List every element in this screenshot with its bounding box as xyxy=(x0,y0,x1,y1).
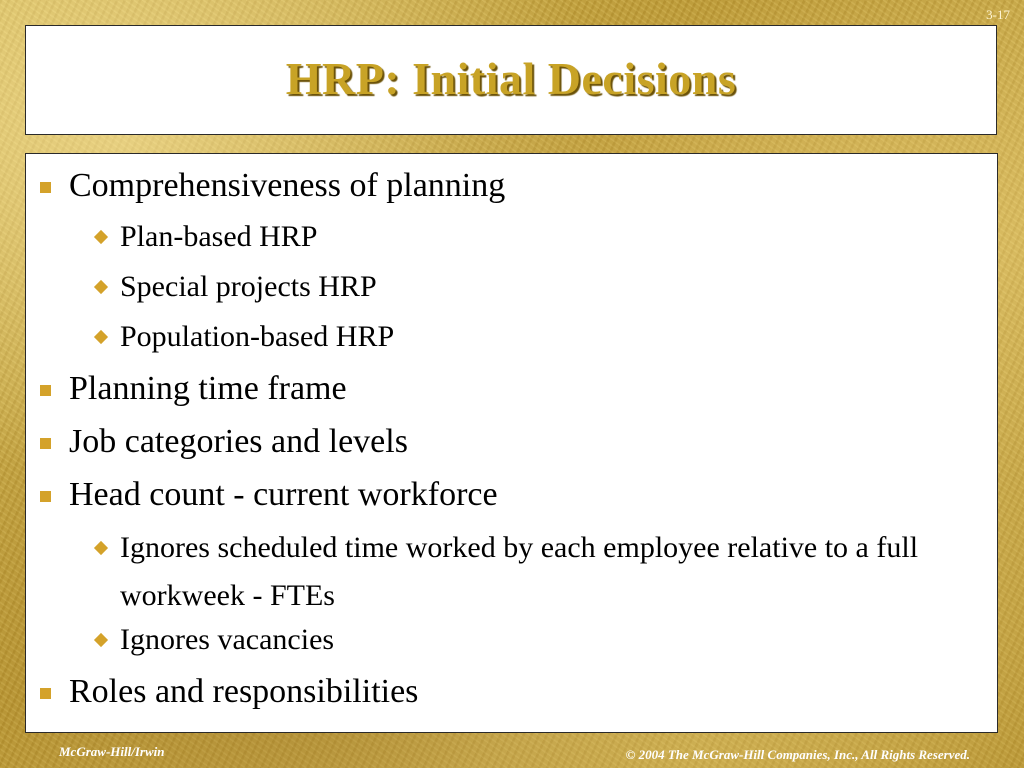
slide-title: HRP: Initial Decisions xyxy=(285,52,737,104)
diamond-bullet-icon xyxy=(94,330,108,344)
bullet-item-job-categories xyxy=(26,422,997,462)
diamond-bullet-icon xyxy=(94,541,108,555)
bullet-text: Planning time frame xyxy=(69,370,347,407)
diamond-bullet-icon xyxy=(94,633,108,647)
slide-number: 3-17 xyxy=(986,7,1010,22)
square-bullet-icon xyxy=(40,182,51,193)
bullet-text: Comprehensiveness of planning xyxy=(69,167,506,204)
diamond-bullet-icon xyxy=(94,280,108,294)
diamond-bullet-icon xyxy=(94,230,108,244)
sub-bullet-text: Population-based HRP xyxy=(120,320,395,353)
sub-bullet-text: Plan-based HRP xyxy=(120,220,318,253)
square-bullet-icon xyxy=(40,688,51,699)
bullet-text: Job categories and levels xyxy=(69,423,408,460)
square-bullet-icon xyxy=(40,438,51,449)
square-bullet-icon xyxy=(40,385,51,396)
sub-bullet-item xyxy=(26,622,997,658)
sub-bullet-item xyxy=(26,319,997,355)
footer-publisher: McGraw-Hill/Irwin xyxy=(59,744,165,759)
title-box xyxy=(25,25,997,135)
sub-bullet-item xyxy=(26,524,997,620)
sub-bullet-item xyxy=(26,269,997,305)
footer-copyright: © 2004 The McGraw-Hill Companies, Inc., All Rights Reserved. xyxy=(625,747,970,762)
sub-bullet-item xyxy=(26,219,997,255)
bullet-item-time-frame xyxy=(26,369,997,409)
sub-bullet-text: Ignores vacancies xyxy=(120,623,335,656)
content-box xyxy=(25,153,998,733)
bullet-list xyxy=(26,154,997,712)
square-bullet-icon xyxy=(40,491,51,502)
bullet-text: Roles and responsibilities xyxy=(69,673,419,710)
sub-bullet-text: Special projects HRP xyxy=(120,270,377,303)
bullet-item-comprehensiveness xyxy=(26,166,997,206)
bullet-item-roles xyxy=(26,672,997,712)
sub-bullet-text: Ignores scheduled time worked by each employee relative to a full workweek - FTEs xyxy=(120,531,919,612)
bullet-item-head-count xyxy=(26,475,997,515)
bullet-text: Head count - current workforce xyxy=(69,476,498,513)
